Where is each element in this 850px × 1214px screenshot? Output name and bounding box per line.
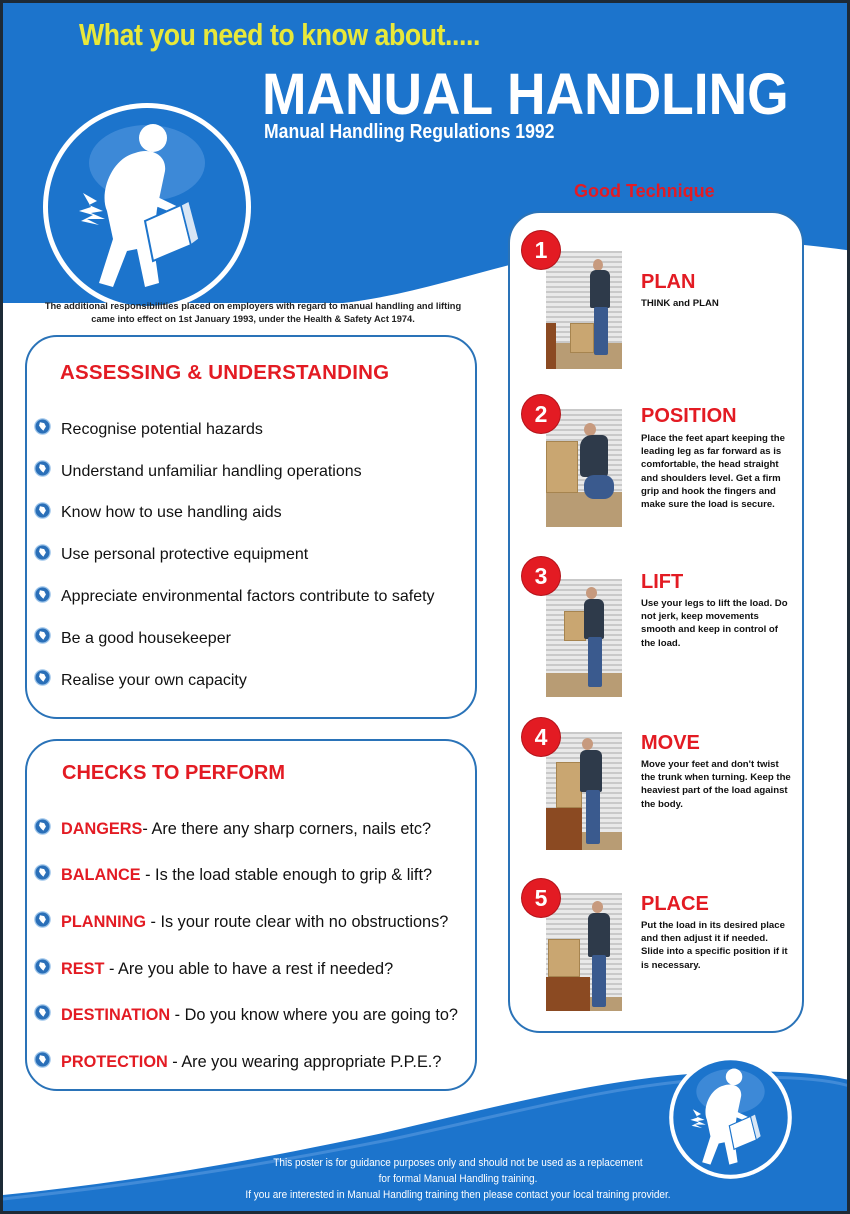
globe-bullet-icon [34,958,51,975]
check-text: - Are you able to have a rest if needed? [104,959,394,978]
list-item [34,409,435,451]
list-item-text: Realise your own capacity [61,671,247,689]
step-title: LIFT [641,571,684,593]
globe-bullet-icon [34,864,51,881]
good-technique-heading: Good Technique [574,181,715,201]
footer-line-1: This poster is for guidance purposes only and should not be used as a replacement [273,1157,643,1169]
check-key: DANGERS [61,819,143,838]
intro-text [33,300,473,326]
globe-bullet-icon [34,627,51,644]
globe-bullet-icon [34,544,51,561]
check-key: BALANCE [61,866,141,885]
step-number-badge: 4 [522,718,560,756]
step-number-badge: 3 [522,557,560,595]
check-item [34,946,458,993]
globe-bullet-icon [34,586,51,603]
list-item-text: Know how to use handling aids [61,504,282,522]
list-item [34,576,435,618]
check-text: - Is the load stable enough to grip & lift? [140,866,433,885]
assessing-list [34,409,435,702]
checks-title: CHECKS TO PERFORM [62,762,285,784]
step-place [510,879,806,1029]
globe-bullet-icon [34,669,51,686]
footer-line-3: If you are interested in Manual Handling training then please contact your local training provider. [245,1189,671,1201]
list-item-text: Understand unfamiliar handling operations [61,462,362,480]
check-key: PLANNING [61,912,147,931]
list-item [34,618,435,660]
globe-bullet-icon [34,911,51,928]
checks-panel [25,739,477,1091]
step-number-badge: 2 [522,395,560,433]
page-title: MANUAL HANDLING [262,62,789,127]
globe-bullet-icon [34,502,51,519]
step-photo [546,732,622,850]
check-text: - Are you wearing appropriate P.P.E.? [167,1052,442,1071]
check-text: - Are there any sharp corners, nails etc? [142,819,432,838]
step-move [510,718,806,868]
globe-bullet-icon [34,1004,51,1021]
list-item-text: Use personal protective equipment [61,546,309,564]
step-position [510,395,806,545]
step-photo [546,251,622,369]
step-description: Use your legs to lift the load. Do not jerk, keep movements smooth and keep in control of the load. [641,598,788,649]
back-injury-lifting-icon [41,101,253,313]
step-description: Move your feet and don't twist the trunk when turning. Keep the heaviest part of the load against the body. [641,759,791,810]
intro-line-1: The additional responsibilities placed on employers with regard to manual handling and lifting [44,301,462,311]
intro-line-2: came into effect on 1st January 1993, under the Health & Safety Act 1974. [91,314,415,324]
step-lift [510,557,806,707]
check-item [34,806,458,853]
check-item [34,899,458,946]
list-item [34,493,435,535]
list-item [34,534,435,576]
list-item-text: Appreciate environmental factors contribute to safety [61,588,435,606]
list-item [34,451,435,493]
step-title: MOVE [641,732,700,754]
footer-disclaimer [163,1155,753,1203]
step-photo [546,409,622,527]
globe-bullet-icon [34,418,51,435]
footer-line-2: for formal Manual Handling training. [378,1173,538,1185]
step-title: PLAN [641,271,696,293]
check-text: - Do you know where you are going to? [170,1006,458,1025]
step-description: Put the load in its desired place and then adjust it if needed. Slide into a specific position if it is necessary. [641,920,788,971]
step-title: PLACE [641,893,709,915]
check-item [34,853,458,900]
step-number-badge: 1 [522,231,560,269]
step-plan [510,231,806,381]
step-photo [546,579,622,697]
check-text: - Is your route clear with no obstructions? [146,912,449,931]
check-key: DESTINATION [61,1006,171,1025]
step-description: Place the feet apart keeping the leading leg as far forward as is comfortable, the head straight and shoulders level. Get a firm grip and hook the fingers and make sure the load is secure. [641,433,785,511]
step-photo [546,893,622,1011]
list-item-text: Recognise potential hazards [61,420,263,438]
check-key: PROTECTION [61,1052,168,1071]
globe-bullet-icon [34,818,51,835]
page-subtitle: Manual Handling Regulations 1992 [264,121,555,143]
check-key: REST [61,959,105,978]
header-kicker: What you need to know about..... [79,17,480,52]
technique-steps-panel [508,211,804,1033]
step-title: POSITION [641,405,737,427]
list-item [34,660,435,702]
assessing-panel [25,335,477,719]
assessing-title: ASSESSING & UNDERSTANDING [60,361,390,384]
globe-bullet-icon [34,460,51,477]
list-item-text: Be a good housekeeper [61,629,231,647]
step-number-badge: 5 [522,879,560,917]
step-description: THINK and PLAN [641,298,719,309]
check-item [34,992,458,1039]
